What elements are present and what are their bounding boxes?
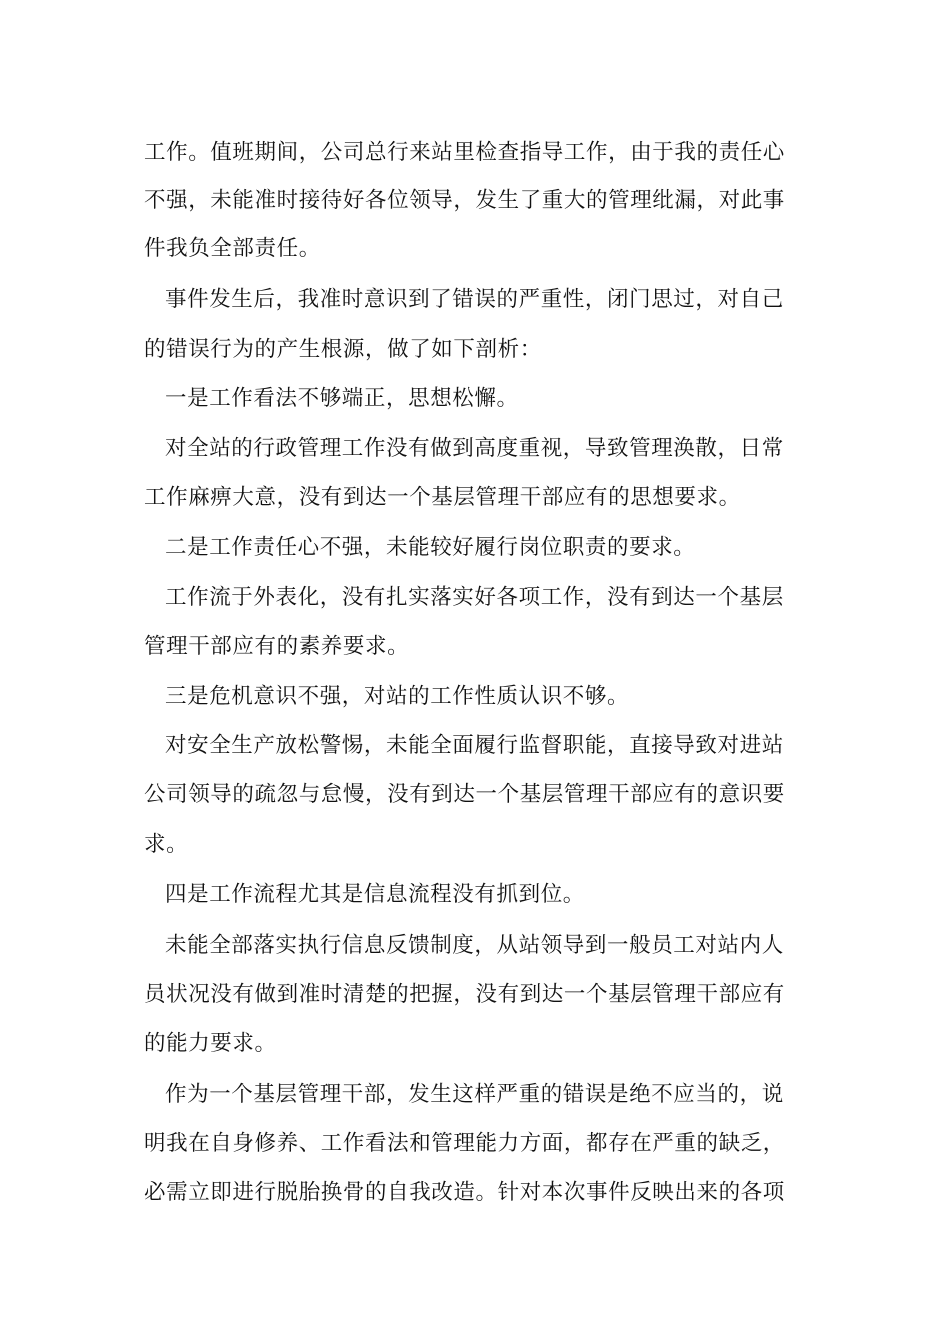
paragraph-line: 的错误行为的产生根源，做了如下剖析： <box>144 337 542 362</box>
paragraph-line: 公司领导的疏忽与怠慢，没有到达一个基层管理干部应有的意识要 <box>144 782 785 807</box>
paragraph-line: 的能力要求。 <box>144 1031 277 1056</box>
paragraph-line: 工作流于外表化，没有扎实落实好各项工作，没有到达一个基层 <box>165 585 784 610</box>
paragraph-line: 对安全生产放松警惕，未能全面履行监督职能，直接导致对进站 <box>165 733 784 758</box>
paragraph-line: 对全站的行政管理工作没有做到高度重视，导致管理涣散，日常 <box>165 436 784 461</box>
paragraph-line: 明我在自身修养、工作看法和管理能力方面，都存在严重的缺乏， <box>144 1131 785 1156</box>
paragraph-line: 求。 <box>144 832 189 857</box>
paragraph-line: 工作。值班期间，公司总行来站里检查指导工作，由于我的责任心 <box>144 140 785 165</box>
paragraph-line: 不强，未能准时接待好各位领导，发生了重大的管理纰漏，对此事 <box>144 188 785 213</box>
paragraph-line: 作为一个基层管理干部，发生这样严重的错误是绝不应当的，说 <box>165 1082 784 1107</box>
paragraph-line: 事件发生后，我准时意识到了错误的严重性，闭门思过，对自己 <box>165 287 784 312</box>
paragraph-line: 未能全部落实执行信息反馈制度，从站领导到一般员工对站内人 <box>165 933 784 958</box>
paragraph-line: 件我负全部责任。 <box>144 236 321 261</box>
paragraph-line: 管理干部应有的素养要求。 <box>144 634 410 659</box>
heading-point-four: 四是工作流程尤其是信息流程没有抓到位。 <box>165 882 585 907</box>
heading-point-three: 三是危机意识不强，对站的工作性质认识不够。 <box>165 684 630 709</box>
paragraph-line: 员状况没有做到准时清楚的把握，没有到达一个基层管理干部应有 <box>144 982 785 1007</box>
paragraph-line: 工作麻痹大意，没有到达一个基层管理干部应有的思想要求。 <box>144 485 741 510</box>
heading-point-two: 二是工作责任心不强，未能较好履行岗位职责的要求。 <box>165 535 696 560</box>
paragraph-line: 必需立即进行脱胎换骨的自我改造。针对本次事件反映出来的各项 <box>144 1180 785 1205</box>
heading-point-one: 一是工作看法不够端正，思想松懈。 <box>165 386 519 411</box>
